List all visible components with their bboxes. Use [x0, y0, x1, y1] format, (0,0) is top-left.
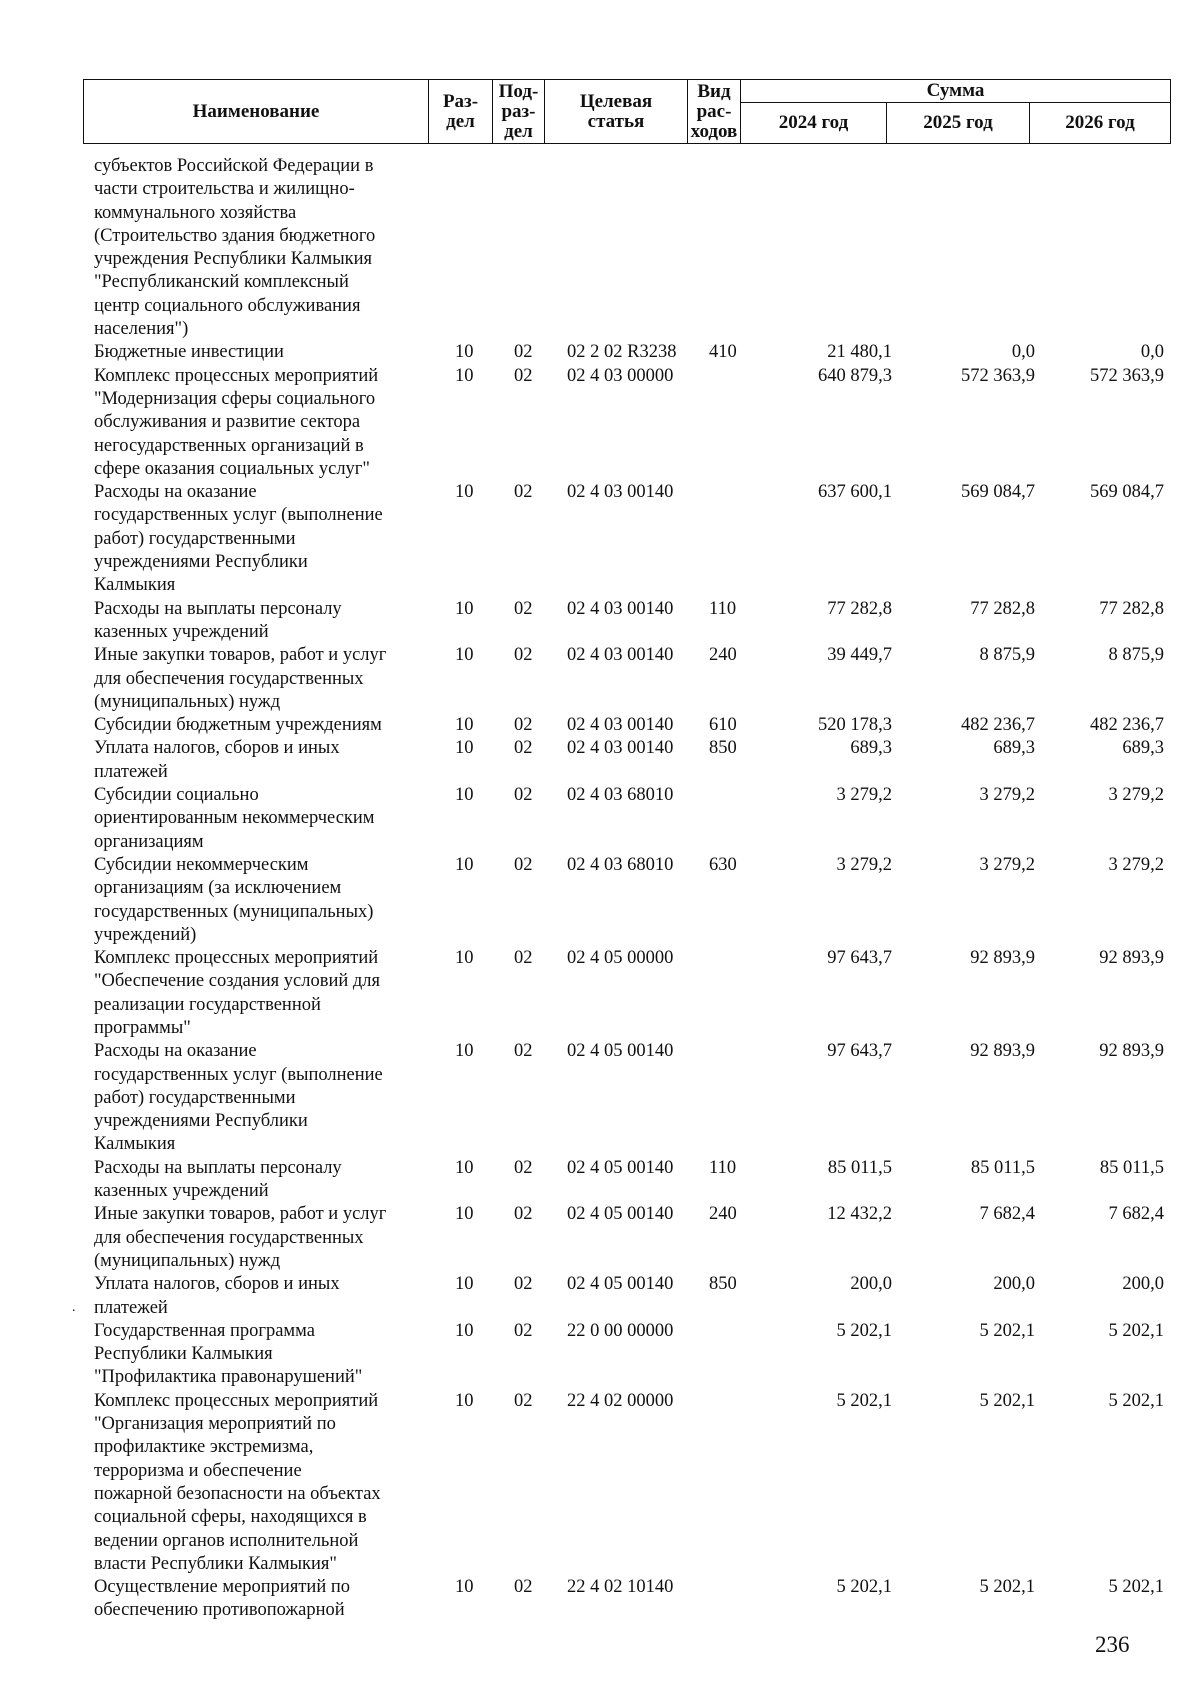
row-name-line: Субсидии бюджетным учреждениям — [94, 715, 382, 736]
row-name-line: обеспечению противопожарной — [94, 1600, 345, 1621]
row-expense-type: 410 — [709, 342, 737, 363]
row-amount-2025: 5 202,1 — [979, 1390, 1035, 1411]
row-amount-2025: 482 236,7 — [961, 715, 1035, 736]
row-amount-2024: 5 202,1 — [836, 1390, 892, 1411]
row-podrazdel: 02 — [514, 1390, 533, 1411]
row-amount-2025: 3 279,2 — [979, 785, 1035, 806]
table-row — [0, 155, 1200, 341]
row-name-line: власти Республики Калмыкия" — [94, 1553, 337, 1574]
row-name-line: негосударственных организаций в — [94, 435, 364, 456]
row-name-line: учреждения Республики Калмыкия — [94, 249, 373, 270]
row-razdel: 10 — [455, 785, 474, 806]
row-name-line: Расходы на выплаты персоналу — [94, 598, 342, 619]
row-podrazdel: 02 — [514, 948, 533, 969]
row-amount-2026: 85 011,5 — [1099, 1157, 1164, 1178]
row-name-line: работ) государственными — [94, 528, 296, 549]
row-razdel: 10 — [455, 598, 474, 619]
stray-mark: . — [72, 1300, 76, 1315]
row-name — [94, 1157, 434, 1204]
row-amount-2026: 7 682,4 — [1108, 1204, 1164, 1225]
row-name — [94, 784, 434, 854]
row-amount-2025: 92 893,9 — [970, 1041, 1035, 1062]
row-expense-type: 850 — [709, 1274, 737, 1295]
header-target-article: Целевая статья — [545, 80, 688, 144]
row-amount-2026: 482 236,7 — [1090, 715, 1164, 736]
row-podrazdel: 02 — [514, 785, 533, 806]
row-razdel: 10 — [455, 645, 474, 666]
header-year-2025: 2025 год — [887, 103, 1030, 144]
row-name-line: Иные закупки товаров, работ и услуг — [94, 1204, 387, 1225]
row-name — [94, 1390, 434, 1576]
row-name-line: учреждениями Республики — [94, 552, 308, 573]
row-razdel: 10 — [455, 1390, 474, 1411]
row-amount-2025: 569 084,7 — [961, 482, 1035, 503]
row-target-article: 02 4 05 00140 — [567, 1157, 674, 1178]
row-target-article: 22 4 02 00000 — [567, 1390, 674, 1411]
row-name-line: "Модернизация сферы социального — [94, 388, 376, 409]
table-row — [0, 1040, 1200, 1156]
row-expense-type: 630 — [709, 854, 737, 875]
row-amount-2024: 520 178,3 — [818, 715, 892, 736]
row-target-article: 02 4 05 00140 — [567, 1204, 674, 1225]
row-name — [94, 1040, 434, 1156]
row-name-line: Расходы на выплаты персоналу — [94, 1157, 342, 1178]
row-expense-type: 110 — [709, 1157, 737, 1178]
row-name — [94, 714, 434, 737]
table-row — [0, 1576, 1200, 1623]
row-amount-2025: 7 682,4 — [979, 1204, 1035, 1225]
row-target-article: 02 4 05 00140 — [567, 1041, 674, 1062]
row-amount-2024: 200,0 — [850, 1274, 892, 1295]
row-name-line: терроризма и обеспечение — [94, 1460, 302, 1481]
row-name-line: программы" — [94, 1017, 191, 1038]
table-row — [0, 784, 1200, 854]
row-podrazdel: 02 — [514, 1204, 533, 1225]
row-amount-2026: 689,3 — [1122, 738, 1164, 759]
row-name-line: коммунального хозяйства — [94, 202, 297, 223]
row-amount-2024: 97 643,7 — [827, 948, 892, 969]
row-podrazdel: 02 — [514, 854, 533, 875]
row-name-line: "Обеспечение создания условий для — [94, 971, 381, 992]
row-amount-2024: 77 282,8 — [827, 598, 892, 619]
row-name-line: Комплекс процессных мероприятий — [94, 948, 379, 969]
row-podrazdel: 02 — [514, 1274, 533, 1295]
row-name — [94, 1320, 434, 1390]
row-target-article: 22 4 02 10140 — [567, 1577, 674, 1598]
row-name-line: государственных услуг (выполнение — [94, 505, 383, 526]
row-name-line: для обеспечения государственных — [94, 1227, 364, 1248]
row-name-line: Уплата налогов, сборов и иных — [94, 738, 340, 759]
row-name-line: "Профилактика правонарушений" — [94, 1367, 363, 1388]
row-podrazdel: 02 — [514, 482, 533, 503]
row-name-line: Республики Калмыкия — [94, 1344, 273, 1365]
row-name-line: ведении органов исполнительной — [94, 1530, 359, 1551]
row-name-line: "Республиканский комплексный — [94, 272, 349, 293]
row-amount-2024: 637 600,1 — [818, 482, 892, 503]
row-target-article: 02 4 03 00140 — [567, 598, 674, 619]
row-razdel: 10 — [455, 1041, 474, 1062]
row-name — [94, 481, 434, 597]
row-amount-2025: 0,0 — [1011, 342, 1035, 363]
row-name-line: субъектов Российской Федерации в — [94, 156, 374, 176]
row-amount-2025: 572 363,9 — [961, 365, 1035, 386]
row-target-article: 02 4 05 00000 — [567, 948, 674, 969]
row-amount-2026: 0,0 — [1140, 342, 1164, 363]
row-name-line: сфере оказания социальных услуг" — [94, 458, 370, 479]
row-name-line: платежей — [94, 1297, 168, 1318]
row-amount-2026: 572 363,9 — [1090, 365, 1164, 386]
row-amount-2026: 5 202,1 — [1108, 1320, 1164, 1341]
row-expense-type: 850 — [709, 738, 737, 759]
row-name-line: Расходы на оказание — [94, 1041, 257, 1062]
row-razdel: 10 — [455, 482, 474, 503]
row-name-line: (Строительство здания бюджетного — [94, 225, 376, 246]
row-name-line: (муниципальных) нужд — [94, 1250, 281, 1271]
row-amount-2026: 5 202,1 — [1108, 1390, 1164, 1411]
header-expense-type: Вид рас- ходов — [688, 80, 741, 144]
header-name: Наименование — [84, 80, 429, 144]
row-amount-2024: 5 202,1 — [836, 1577, 892, 1598]
header-year-2026: 2026 год — [1030, 103, 1171, 144]
row-podrazdel: 02 — [514, 342, 533, 363]
row-podrazdel: 02 — [514, 715, 533, 736]
row-name — [94, 1576, 434, 1623]
table-body — [0, 155, 1200, 1623]
row-expense-type: 240 — [709, 1204, 737, 1225]
row-razdel: 10 — [455, 715, 474, 736]
row-name — [94, 854, 434, 947]
row-amount-2024: 3 279,2 — [836, 785, 892, 806]
row-amount-2026: 569 084,7 — [1090, 482, 1164, 503]
row-podrazdel: 02 — [514, 598, 533, 619]
table-row — [0, 1390, 1200, 1576]
row-expense-type: 110 — [709, 598, 737, 619]
header-podrazdel: Под- раз- дел — [493, 80, 545, 144]
row-name-line: государственных услуг (выполнение — [94, 1064, 383, 1085]
row-razdel: 10 — [455, 1577, 474, 1598]
row-expense-type: 610 — [709, 715, 737, 736]
row-amount-2025: 85 011,5 — [970, 1157, 1035, 1178]
row-amount-2026: 92 893,9 — [1099, 1041, 1164, 1062]
row-amount-2024: 85 011,5 — [827, 1157, 892, 1178]
row-name — [94, 737, 434, 784]
row-target-article: 02 2 02 R3238 — [567, 342, 677, 363]
row-name — [94, 1203, 434, 1273]
row-target-article: 02 4 03 68010 — [567, 785, 674, 806]
row-name-line: социальной сферы, находящихся в — [94, 1507, 367, 1528]
row-podrazdel: 02 — [514, 1157, 533, 1178]
row-amount-2026: 3 279,2 — [1108, 854, 1164, 875]
row-amount-2026: 5 202,1 — [1108, 1577, 1164, 1598]
row-expense-type: 240 — [709, 645, 737, 666]
row-amount-2025: 689,3 — [993, 738, 1035, 759]
row-amount-2025: 3 279,2 — [979, 854, 1035, 875]
table-row — [0, 365, 1200, 481]
row-amount-2026: 92 893,9 — [1099, 948, 1164, 969]
row-name — [94, 365, 434, 481]
row-name-line: реализации государственной — [94, 994, 321, 1015]
row-name-line: ориентированным некоммерческим — [94, 808, 375, 829]
table-row — [0, 598, 1200, 645]
row-name-line: казенных учреждений — [94, 1181, 269, 1202]
row-name — [94, 1273, 434, 1320]
row-razdel: 10 — [455, 738, 474, 759]
table-row — [0, 854, 1200, 947]
row-name-line: центр социального обслуживания — [94, 295, 361, 316]
row-name-line: учреждений) — [94, 924, 197, 945]
row-amount-2024: 640 879,3 — [818, 365, 892, 386]
row-podrazdel: 02 — [514, 1320, 533, 1341]
row-name-line: работ) государственными — [94, 1087, 296, 1108]
row-name-line: (муниципальных) нужд — [94, 691, 281, 712]
table-row — [0, 341, 1200, 364]
row-amount-2025: 77 282,8 — [970, 598, 1035, 619]
row-amount-2026: 3 279,2 — [1108, 785, 1164, 806]
row-name-line: Калмыкия — [94, 1134, 176, 1155]
table-row — [0, 714, 1200, 737]
row-target-article: 02 4 03 00140 — [567, 715, 674, 736]
row-amount-2025: 5 202,1 — [979, 1577, 1035, 1598]
table-row — [0, 1203, 1200, 1273]
row-razdel: 10 — [455, 1274, 474, 1295]
row-name-line: населения") — [94, 319, 189, 340]
row-name-line: обслуживания и развитие сектора — [94, 412, 361, 433]
row-amount-2025: 92 893,9 — [970, 948, 1035, 969]
row-name-line: организациям (за исключением — [94, 878, 342, 899]
row-name-line: Калмыкия — [94, 575, 176, 596]
header-razdel: Раз- дел — [429, 80, 493, 144]
row-name-line: казенных учреждений — [94, 621, 269, 642]
row-name-line: платежей — [94, 761, 168, 782]
row-name-line: Комплекс процессных мероприятий — [94, 365, 379, 386]
header-year-2024: 2024 год — [741, 103, 887, 144]
row-target-article: 02 4 05 00140 — [567, 1274, 674, 1295]
row-name-line: пожарной безопасности на объектах — [94, 1483, 381, 1504]
row-name-line: Субсидии социально — [94, 785, 259, 806]
table-row — [0, 1157, 1200, 1204]
row-name-line: учреждениями Республики — [94, 1111, 308, 1132]
row-amount-2025: 200,0 — [993, 1274, 1035, 1295]
row-name-line: части строительства и жилищно- — [94, 179, 355, 200]
row-target-article: 22 0 00 00000 — [567, 1320, 674, 1341]
table-row — [0, 737, 1200, 784]
table-row — [0, 1273, 1200, 1320]
row-name-line: Субсидии некоммерческим — [94, 854, 309, 875]
table-row — [0, 947, 1200, 1040]
row-razdel: 10 — [455, 948, 474, 969]
row-name-line: Расходы на оказание — [94, 482, 257, 503]
row-amount-2024: 689,3 — [850, 738, 892, 759]
row-name-line: для обеспечения государственных — [94, 668, 364, 689]
page-number: 236 — [1095, 1632, 1130, 1657]
row-podrazdel: 02 — [514, 1041, 533, 1062]
row-name — [94, 155, 434, 341]
row-podrazdel: 02 — [514, 738, 533, 759]
row-podrazdel: 02 — [514, 645, 533, 666]
row-name-line: Иные закупки товаров, работ и услуг — [94, 645, 387, 666]
row-target-article: 02 4 03 68010 — [567, 854, 674, 875]
row-razdel: 10 — [455, 1157, 474, 1178]
row-name — [94, 947, 434, 1040]
row-name — [94, 644, 434, 714]
row-amount-2026: 200,0 — [1122, 1274, 1164, 1295]
row-amount-2024: 39 449,7 — [827, 645, 892, 666]
row-amount-2026: 77 282,8 — [1099, 598, 1164, 619]
row-amount-2024: 97 643,7 — [827, 1041, 892, 1062]
row-amount-2025: 8 875,9 — [979, 645, 1035, 666]
row-name-line: Государственная программа — [94, 1320, 315, 1341]
row-name-line: "Организация мероприятий по — [94, 1414, 336, 1435]
row-razdel: 10 — [455, 1320, 474, 1341]
row-razdel: 10 — [455, 854, 474, 875]
row-name-line: государственных (муниципальных) — [94, 901, 374, 922]
row-target-article: 02 4 03 00000 — [567, 365, 674, 386]
table-row — [0, 1320, 1200, 1390]
row-amount-2024: 5 202,1 — [836, 1320, 892, 1341]
row-podrazdel: 02 — [514, 365, 533, 386]
row-razdel: 10 — [455, 365, 474, 386]
row-target-article: 02 4 03 00140 — [567, 482, 674, 503]
row-razdel: 10 — [455, 1204, 474, 1225]
row-amount-2026: 8 875,9 — [1108, 645, 1164, 666]
row-name-line: организациям — [94, 831, 204, 852]
row-razdel: 10 — [455, 342, 474, 363]
row-target-article: 02 4 03 00140 — [567, 738, 674, 759]
table-header — [83, 79, 1171, 144]
row-podrazdel: 02 — [514, 1577, 533, 1598]
row-name-line: Осуществление мероприятий по — [94, 1577, 351, 1598]
table-row — [0, 481, 1200, 597]
row-amount-2024: 3 279,2 — [836, 854, 892, 875]
row-name — [94, 598, 434, 645]
row-name-line: Комплекс процессных мероприятий — [94, 1390, 379, 1411]
row-name-line: Бюджетные инвестиции — [94, 342, 284, 363]
header-summa: Сумма — [741, 80, 1171, 103]
row-name — [94, 341, 434, 364]
row-amount-2025: 5 202,1 — [979, 1320, 1035, 1341]
row-target-article: 02 4 03 00140 — [567, 645, 674, 666]
row-name-line: профилактике экстремизма, — [94, 1437, 314, 1458]
row-amount-2024: 21 480,1 — [827, 342, 892, 363]
row-name-line: Уплата налогов, сборов и иных — [94, 1274, 340, 1295]
table-row — [0, 644, 1200, 714]
row-amount-2024: 12 432,2 — [827, 1204, 892, 1225]
